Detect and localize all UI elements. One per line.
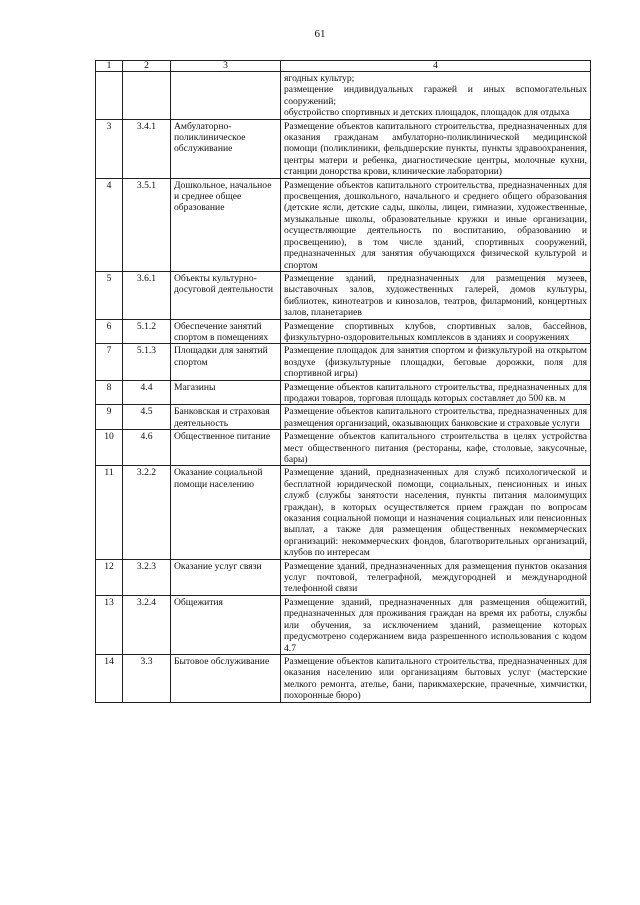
row-number: 14 bbox=[96, 654, 123, 702]
header-col-number: 1 bbox=[96, 61, 123, 72]
row-description: Размещение спортивных клубов, спортивных залов, бассейнов, физкультурно-оздоровительных комплексов в зданиях и сооружениях bbox=[281, 319, 591, 344]
row-code: 3.2.4 bbox=[123, 595, 171, 654]
row-description: Размещение объектов капитального строительства, предназначенных для оказания населению или организациям бытовых услуг (мастерские мелкого ремонта, ателье, бани, парикмахерские, прачечные, химчистки, похоронные бюро) bbox=[281, 654, 591, 702]
row-name: Общежития bbox=[171, 595, 281, 654]
table-row bbox=[96, 119, 591, 178]
row-description: Размещение объектов капитального строительства, предназначенных для продажи товаров, торговая площадь которых составляет до 500 кв. м bbox=[281, 380, 591, 405]
table-row bbox=[96, 178, 591, 271]
row-number: 11 bbox=[96, 466, 123, 559]
table-row bbox=[96, 559, 591, 595]
row-name: Амбулаторно-поликлиническое обслуживание bbox=[171, 119, 281, 178]
row-code: 3.5.1 bbox=[123, 178, 171, 271]
row-number: 12 bbox=[96, 559, 123, 595]
row-number: 9 bbox=[96, 405, 123, 430]
row-number: 7 bbox=[96, 344, 123, 380]
row-code: 3.6.1 bbox=[123, 271, 171, 319]
row-name: Общественное питание bbox=[171, 430, 281, 466]
row-description: Размещение зданий, предназначенных для размещения общежитий, предназначенных для проживания граждан на время их работы, службы или обучения, за исключением зданий, размещение которых предусмотрено содержанием вида разрешенного использования с кодом 4.7 bbox=[281, 595, 591, 654]
row-code: 3.2.2 bbox=[123, 466, 171, 559]
row-name: Бытовое обслуживание bbox=[171, 654, 281, 702]
row-code: 5.1.2 bbox=[123, 319, 171, 344]
table-row bbox=[96, 654, 591, 702]
row-code: 5.1.3 bbox=[123, 344, 171, 380]
table-body bbox=[96, 72, 591, 703]
land-use-table bbox=[95, 60, 591, 703]
table-row bbox=[96, 466, 591, 559]
table-row bbox=[96, 405, 591, 430]
row-number: 6 bbox=[96, 319, 123, 344]
row-code: 4.4 bbox=[123, 380, 171, 405]
row-name: Оказание социальной помощи населению bbox=[171, 466, 281, 559]
table-row-continuation bbox=[96, 72, 591, 120]
row-name: Магазины bbox=[171, 380, 281, 405]
row-code: 3.3 bbox=[123, 654, 171, 702]
row-code: 4.6 bbox=[123, 430, 171, 466]
header-row bbox=[96, 61, 591, 72]
row-description: Размещение зданий, предназначенных для размещения пунктов оказания услуг почтовой, телеграфной, междугородней и международной телефонной связи bbox=[281, 559, 591, 595]
row-name: Дошкольное, начальное и среднее общее образование bbox=[171, 178, 281, 271]
row-number: 8 bbox=[96, 380, 123, 405]
table-row bbox=[96, 319, 591, 344]
row-description: Размещение объектов капитального строительства, предназначенных для просвещения, дошкольного, начального и среднего общего образования (детские ясли, детские сады, школы, лицеи, гимназии, художественные, музыкальные школы, образовательные кружки и иные организации, осуществляющие деятельность по воспитанию, образованию и просвещению), в том числе зданий, спортивных сооружений, предназначенных для занятия обучающихся физической культурой и спортом bbox=[281, 178, 591, 271]
row-description: Размещение зданий, предназначенных для служб психологической и бесплатной юридической помощи, социальных, пенсионных и иных служб (службы занятости населения, пункты питания малоимущих граждан), в которых осуществляется прием граждан по вопросам оказания социальной помощи и назначения социальных или пенсионных выплат, а также для размещения общественных некоммерческих организаций: некоммерческих фондов, благотворительных организаций, клубов по интересам bbox=[281, 466, 591, 559]
row-name: Обеспечение занятий спортом в помещениях bbox=[171, 319, 281, 344]
row-name: Банковская и страховая деятельность bbox=[171, 405, 281, 430]
table-row bbox=[96, 344, 591, 380]
row-number: 10 bbox=[96, 430, 123, 466]
row-description: Размещение объектов капитального строительства, предназначенных для оказания гражданам амбулаторно-поликлинической медицинской помощи (поликлиники, фельдшерские пункты, пункты здравоохранения, центры матери и ребенка, диагностические центры, молочные кухни, станции донорства крови, клинические лаборатории) bbox=[281, 119, 591, 178]
header-col-code: 2 bbox=[123, 61, 171, 72]
row-description: Размещение объектов капитального строительства, предназначенных для размещения организаций, оказывающих банковские и страховые услуги bbox=[281, 405, 591, 430]
page-number: 61 bbox=[314, 28, 326, 40]
row-name bbox=[171, 72, 281, 120]
row-name: Объекты культурно-досуговой деятельности bbox=[171, 271, 281, 319]
row-number: 4 bbox=[96, 178, 123, 271]
table-row bbox=[96, 430, 591, 466]
row-number bbox=[96, 72, 123, 120]
table-row bbox=[96, 271, 591, 319]
table-row bbox=[96, 380, 591, 405]
row-code: 3.4.1 bbox=[123, 119, 171, 178]
row-description: Размещение площадок для занятия спортом и физкультурой на открытом воздухе (физкультурные площадки, беговые дорожки, поля для спортивной игры) bbox=[281, 344, 591, 380]
row-description: Размещение зданий, предназначенных для размещения музеев, выставочных залов, художественных галерей, домов культуры, библиотек, кинотеатров и кинозалов, театров, филармоний, концертных залов, планетариев bbox=[281, 271, 591, 319]
header-col-description: 4 bbox=[281, 61, 591, 72]
row-name: Площадки для занятий спортом bbox=[171, 344, 281, 380]
row-description: Размещение объектов капитального строительства в целях устройства мест общественного питания (рестораны, кафе, столовые, закусочные, бары) bbox=[281, 430, 591, 466]
table-row bbox=[96, 595, 591, 654]
row-code: 4.5 bbox=[123, 405, 171, 430]
row-description: ягодных культур; размещение индивидуальных гаражей и иных вспомогательных сооружений; обустройство спортивных и детских площадок, площадок для отдыха bbox=[281, 72, 591, 120]
row-number: 5 bbox=[96, 271, 123, 319]
row-code bbox=[123, 72, 171, 120]
header-col-name: 3 bbox=[171, 61, 281, 72]
row-number: 13 bbox=[96, 595, 123, 654]
row-code: 3.2.3 bbox=[123, 559, 171, 595]
row-number: 3 bbox=[96, 119, 123, 178]
row-name: Оказание услуг связи bbox=[171, 559, 281, 595]
